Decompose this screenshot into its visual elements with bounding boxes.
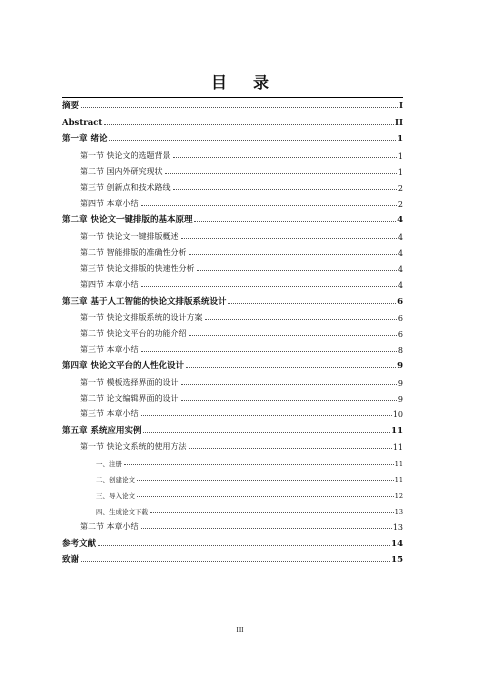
toc-entry[interactable]: [62, 193, 403, 209]
toc-entry-title: 第二章 快论文一键排版的基本原理: [62, 215, 193, 225]
toc-entry-title: 第一节 快论文排版系统的设计方案: [80, 313, 203, 322]
toc-entry-title: 第一章 绪论: [62, 134, 108, 144]
page-number: III: [236, 626, 244, 634]
toc-dot-leader: [181, 400, 397, 401]
toc-entry-title: 第三节 快论文排版的快速性分析: [80, 264, 195, 273]
toc-entry-title: 一、注册: [96, 460, 122, 468]
toc-entry-title: 参考文献: [62, 539, 97, 549]
toc-dot-leader: [150, 512, 394, 513]
toc-entry-title: 第一节 模板选择界面的设计: [80, 378, 179, 387]
toc-entry-page: II: [395, 118, 403, 128]
toc-dot-leader: [197, 270, 397, 271]
toc-dot-leader: [141, 415, 392, 416]
toc-entry-page: 13: [392, 523, 403, 532]
toc-entry-title: 第三节 创新点和技术路线: [80, 183, 171, 192]
toc-entry-page: 4: [397, 281, 403, 290]
toc-entry[interactable]: [62, 274, 403, 290]
toc-entry-page: 13: [394, 508, 403, 516]
toc-entry[interactable]: [62, 177, 403, 193]
toc-entry-page: I: [399, 101, 403, 111]
toc-entry-page: 2: [397, 184, 403, 193]
toc-entry-title: 二、创建论文: [96, 476, 135, 484]
toc-entry-title: 致谢: [62, 555, 80, 565]
toc-entry-title: 第四节 本章小结: [80, 199, 139, 208]
toc-entry[interactable]: [62, 452, 403, 468]
toc-dot-leader: [189, 335, 397, 336]
toc-entry-page: 4: [397, 265, 403, 274]
toc-entry[interactable]: [62, 388, 403, 404]
toc-dot-leader: [181, 384, 397, 385]
toc-dot-leader: [104, 124, 394, 125]
toc-entry-page: 15: [391, 555, 403, 565]
toc-entry-page: 9: [397, 379, 403, 388]
toc-entry-page: 6: [397, 297, 403, 307]
page-title: [0, 70, 480, 93]
toc-entry-page: 14: [391, 539, 403, 549]
toc-dot-leader: [228, 303, 396, 304]
toc-entry[interactable]: [62, 145, 403, 161]
toc-entry-page: 9: [397, 361, 403, 371]
toc-dot-leader: [194, 221, 396, 222]
toc-entry-page: 11: [394, 476, 403, 484]
toc-entry-title: 四、生成论文下载: [96, 508, 148, 516]
toc-dot-leader: [109, 140, 396, 141]
toc-entry-title: 第一节 快论文系统的使用方法: [80, 442, 187, 451]
toc-entry[interactable]: [62, 420, 403, 436]
toc-dot-leader: [165, 173, 397, 174]
toc-entry-title: 第二节 智能排版的准确性分析: [80, 248, 187, 257]
toc-dot-leader: [137, 496, 394, 497]
toc-entry-page: 2: [397, 200, 403, 209]
toc-entry-title: 第三节 本章小结: [80, 345, 139, 354]
toc-entry-title: Abstract: [62, 118, 103, 128]
toc-entry-title: 第二节 快论文平台的功能介绍: [80, 329, 187, 338]
toc-entry-title: 三、导入论文: [96, 492, 135, 500]
toc-entry-page: 1: [397, 152, 403, 161]
toc-dot-leader: [205, 319, 397, 320]
toc-entry[interactable]: [62, 307, 403, 323]
toc-entry-page: 4: [397, 233, 403, 242]
toc-dot-leader: [173, 189, 397, 190]
toc-dot-leader: [141, 286, 397, 287]
toc-entry-page: 4: [397, 249, 403, 258]
toc-entry[interactable]: [62, 339, 403, 355]
toc-entry-page: 4: [397, 215, 403, 225]
toc-dot-leader: [141, 205, 397, 206]
toc-entry-page: 6: [397, 330, 403, 339]
title-char-1: 目: [210, 73, 227, 92]
toc-entry[interactable]: [62, 161, 403, 177]
toc-entry[interactable]: [62, 323, 403, 339]
toc-entry[interactable]: [62, 533, 403, 549]
toc-entry-page: 10: [392, 410, 403, 419]
toc-entry[interactable]: [62, 226, 403, 242]
toc-entry-page: 6: [397, 314, 403, 323]
toc-dot-leader: [81, 561, 390, 562]
toc-entry[interactable]: [62, 468, 403, 484]
toc-entry-page: 11: [392, 443, 403, 452]
toc-entry[interactable]: [62, 242, 403, 258]
toc-entry[interactable]: [62, 112, 403, 128]
toc-entry[interactable]: [62, 209, 403, 225]
toc-entry-title: 第四章 快论文平台的人性化设计: [62, 361, 184, 371]
toc-entry[interactable]: [62, 128, 403, 144]
toc-entry-title: 第三节 本章小结: [80, 409, 139, 418]
toc-dot-leader: [137, 480, 394, 481]
toc-entry[interactable]: [62, 355, 403, 371]
toc-entry-title: 第四节 本章小结: [80, 280, 139, 289]
toc-entry-title: 第二节 本章小结: [80, 522, 139, 531]
toc-entry[interactable]: [62, 291, 403, 307]
toc-entry-title: 第三章 基于人工智能的快论文排版系统设计: [62, 297, 227, 307]
toc-entry-page: 1: [397, 134, 403, 144]
toc-dot-leader: [98, 545, 390, 546]
toc-entry-page: 9: [397, 395, 403, 404]
toc-dot-leader: [189, 448, 392, 449]
toc-entry[interactable]: [62, 500, 403, 516]
toc-entry-page: 11: [394, 460, 403, 468]
toc-entry[interactable]: [62, 258, 403, 274]
toc-entry-title: 第一节 快论文一键排版概述: [80, 232, 179, 241]
toc-dot-leader: [181, 238, 397, 239]
toc-dot-leader: [189, 254, 397, 255]
toc-entry[interactable]: [62, 516, 403, 532]
toc-entry-title: 第一节 快论文的选题背景: [80, 151, 171, 160]
toc-entry-title: 第二节 论文编辑界面的设计: [80, 394, 179, 403]
toc-dot-leader: [141, 528, 392, 529]
toc-entry[interactable]: [62, 549, 403, 565]
toc-entry[interactable]: [62, 436, 403, 452]
toc-entry-title: 第二节 国内外研究现状: [80, 167, 163, 176]
toc-entry[interactable]: [62, 95, 403, 111]
toc-dot-leader: [186, 367, 396, 368]
toc-dot-leader: [81, 107, 398, 108]
toc-entry[interactable]: [62, 372, 403, 388]
toc-entry-page: 12: [394, 492, 403, 500]
toc-entry-title: 摘要: [62, 101, 80, 111]
toc-dot-leader: [143, 432, 390, 433]
toc-entry-page: 8: [397, 346, 403, 355]
toc-entry-page: 11: [391, 426, 403, 436]
toc-dot-leader: [173, 157, 397, 158]
toc-entry[interactable]: [62, 484, 403, 500]
toc-dot-leader: [124, 464, 394, 465]
toc-entry[interactable]: [62, 403, 403, 419]
title-char-2: 录: [253, 73, 270, 92]
toc-entry-page: 1: [397, 168, 403, 177]
toc-entry-title: 第五章 系统应用实例: [62, 426, 142, 436]
toc-dot-leader: [141, 351, 397, 352]
